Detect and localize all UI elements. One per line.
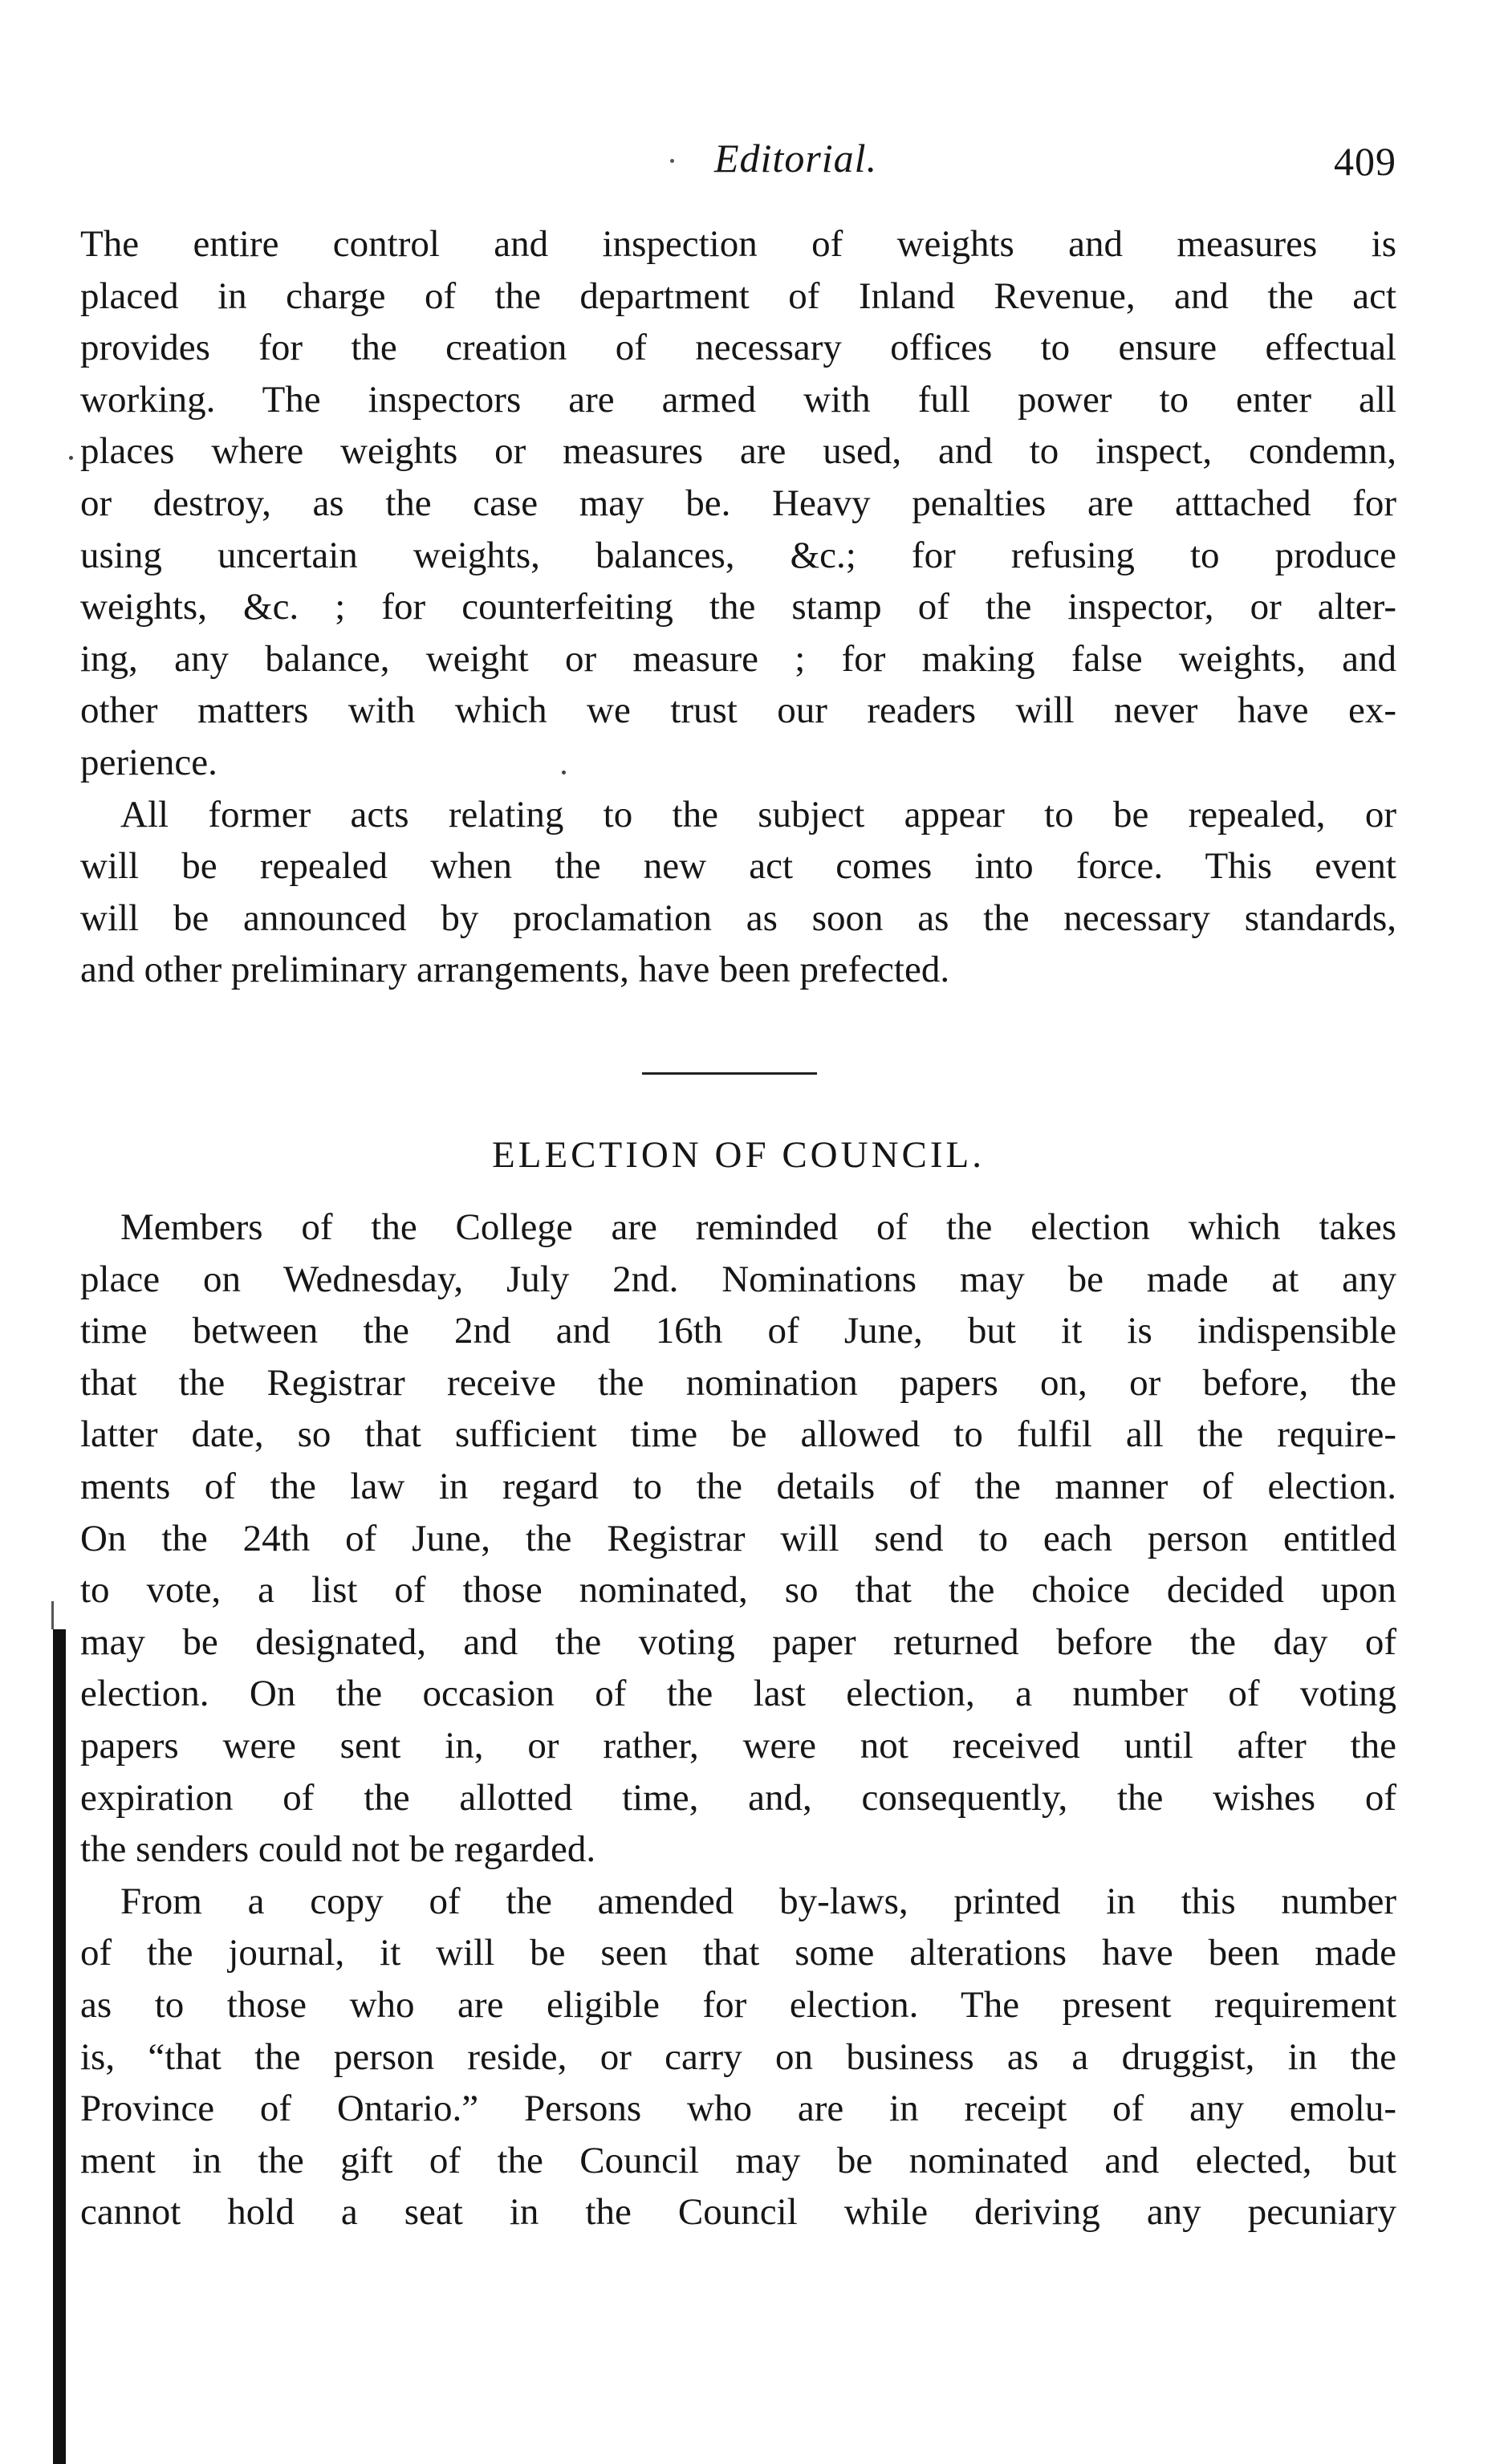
- paragraph: [80, 1876, 1396, 2238]
- text-line: From a copy of the amended by-laws, printed in this number: [120, 1880, 1396, 1922]
- ink-speck: [562, 771, 566, 775]
- text-line: placed in charge of the department of Inland Revenue, and the act: [80, 274, 1396, 317]
- text-line: perience.: [80, 741, 217, 783]
- text-line: The entire control and inspection of weights and measures is: [80, 223, 1396, 265]
- ink-dot: [670, 159, 674, 163]
- text-line: working. The inspectors are armed with full power to enter all: [80, 378, 1396, 421]
- text-line: will be repealed when the new act comes into force. This event: [80, 845, 1396, 888]
- text-line: ments of the law in regard to the details of the manner of election.: [80, 1465, 1396, 1507]
- text-line: other matters with which we trust our readers will never have ex-: [80, 689, 1396, 732]
- page-number: 409: [1334, 139, 1396, 184]
- text-line: and other preliminary arrangements, have been prefected.: [80, 949, 950, 991]
- text-line: provides for the creation of necessary offices to ensure effectual: [80, 327, 1396, 369]
- text-line: latter date, so that sufficient time be allowed to fulfil all the require-: [80, 1413, 1396, 1456]
- text-line: On the 24th of June, the Registrar will send to each person entitled: [80, 1517, 1396, 1559]
- text-line: of the journal, it will be seen that some alterations have been made: [80, 1932, 1396, 1974]
- text-line: may be designated, and the voting paper returned before the day of: [80, 1620, 1396, 1663]
- text-line: is, “that the person reside, or carry on business as a druggist, in the: [80, 2035, 1396, 2078]
- section-divider-rule: [642, 1072, 817, 1075]
- text-line: place on Wednesday, July 2nd. Nominations may be made at any: [80, 1258, 1396, 1300]
- text-line: papers were sent in, or rather, were not received until after the: [80, 1724, 1396, 1767]
- text-line: weights, &c. ; for counterfeiting the stamp of the inspector, or alter-: [80, 586, 1396, 628]
- text-line: ment in the gift of the Council may be nominated and elected, but: [80, 2139, 1396, 2181]
- text-line: expiration of the allotted time, and, consequently, the wishes of: [80, 1776, 1396, 1819]
- weights-measures-section: [80, 218, 1396, 996]
- text-line: that the Registrar receive the nomination papers on, or before, the: [80, 1361, 1396, 1404]
- binding-shadow-tick: [51, 1601, 54, 1629]
- election-of-council-section: [80, 1202, 1396, 2238]
- running-title: Editorial.: [714, 136, 878, 181]
- paragraph: [80, 789, 1396, 996]
- running-head: [80, 135, 1396, 191]
- text-line: will be announced by proclamation as soon as the necessary standards,: [80, 897, 1396, 939]
- text-line: election. On the occasion of the last election, a number of voting: [80, 1673, 1396, 1715]
- paragraph: [80, 1202, 1396, 1876]
- text-line: cannot hold a seat in the Council while deriving any pecuniary: [80, 2191, 1396, 2234]
- text-line: the senders could not be regarded.: [80, 1828, 596, 1871]
- text-line: as to those who are eligible for election. The present requirement: [80, 1983, 1396, 2026]
- text-line: to vote, a list of those nominated, so that the choice decided upon: [80, 1569, 1396, 1612]
- text-line: All former acts relating to the subject appear to be repealed, or: [120, 793, 1396, 836]
- paragraph: [80, 218, 1396, 789]
- text-line: places where weights or measures are used, and to inspect, condemn,: [80, 430, 1396, 473]
- text-line: Province of Ontario.” Persons who are in receipt of any emolu-: [80, 2088, 1396, 2130]
- text-line: ing, any balance, weight or measure ; for making false weights, and: [80, 637, 1396, 680]
- section-heading: ELECTION OF COUNCIL.: [492, 1134, 985, 1176]
- text-line: time between the 2nd and 16th of June, but it is indispensible: [80, 1310, 1396, 1352]
- text-line: using uncertain weights, balances, &c.; for refusing to produce: [80, 534, 1396, 576]
- text-line: Members of the College are reminded of the election which takes: [120, 1206, 1396, 1248]
- ink-speck: [69, 456, 73, 460]
- text-line: or destroy, as the case may be. Heavy penalties are atttached for: [80, 482, 1396, 524]
- binding-shadow-bar: [53, 1629, 66, 2464]
